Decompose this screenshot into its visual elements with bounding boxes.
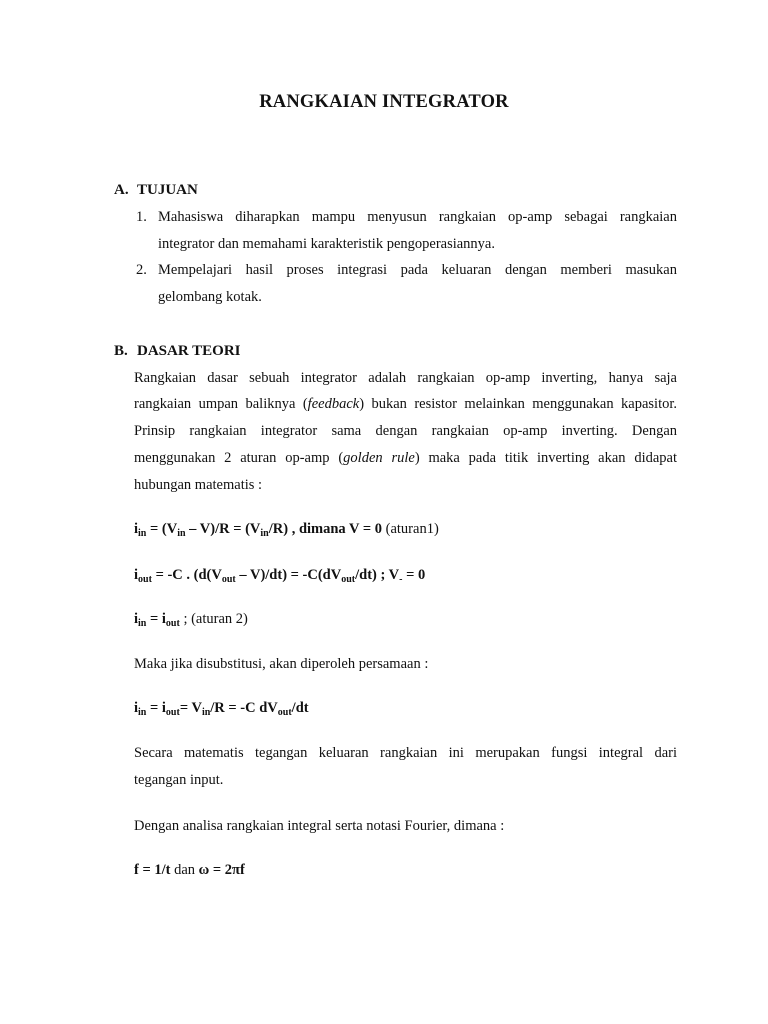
paragraph-line <box>134 450 677 467</box>
eq-text: – V)/dt) = -C(dV <box>235 567 342 583</box>
text-run: ) maka pada titik inverting akan didapat <box>414 450 678 466</box>
eq-text: = (V <box>146 521 178 537</box>
eq-text: /dt) ; V <box>355 567 400 583</box>
eq-note: (aturan1) <box>382 521 439 537</box>
eq-text: i <box>134 567 139 583</box>
equation-5 <box>134 862 245 879</box>
eq-subscript: out <box>138 574 152 585</box>
eq-subscript: out <box>165 618 180 629</box>
text-run: rangkaian umpan baliknya ( <box>134 396 308 412</box>
list-item-line: Mahasiswa diharapkan mampu menyusun rangkaian op-amp sebagai rangkaian <box>158 209 677 225</box>
eq-text: i <box>134 700 139 716</box>
eq-subscript: in <box>260 528 269 539</box>
eq-text: ω = 2πf <box>198 862 245 878</box>
eq-text: /R) , dimana V = 0 <box>268 521 383 537</box>
equation-2 <box>134 567 425 584</box>
eq-text: = 0 <box>402 567 426 583</box>
eq-text: = -C . (d(V <box>151 567 222 583</box>
eq-subscript: in <box>138 528 147 539</box>
list-item <box>136 262 677 314</box>
eq-text: f = 1/t <box>134 862 171 878</box>
eq-subscript: out <box>277 707 292 718</box>
paragraph-line <box>134 396 677 413</box>
paragraph-line: tegangan input. <box>134 772 224 788</box>
eq-subscript: out <box>341 574 356 585</box>
eq-subscript: out <box>221 574 236 585</box>
paragraph-line: Dengan analisa rangkaian integral serta notasi Fourier, dimana : <box>134 818 505 834</box>
paragraph-line: Maka jika disubstitusi, akan diperoleh persamaan : <box>134 656 429 672</box>
eq-text: = i <box>146 611 166 627</box>
equation-4 <box>134 700 309 717</box>
eq-subscript: in <box>138 618 147 629</box>
equation-3 <box>134 611 248 628</box>
eq-subscript: in <box>201 707 211 718</box>
paragraph-line: Secara matematis tegangan keluaran rangkaian ini merupakan fungsi integral dari <box>134 745 677 761</box>
eq-text: /dt <box>291 700 309 716</box>
equation-1 <box>134 521 439 538</box>
list-item-number: 1. <box>136 209 147 225</box>
text-run: ) bukan resistor melainkan menggunakan kapasitor. <box>359 396 677 412</box>
section-a-title: TUJUAN <box>137 182 198 198</box>
section-b-title: DASAR TEORI <box>137 343 241 359</box>
eq-text: /R = -C dV <box>210 700 278 716</box>
eq-text: i <box>134 521 139 537</box>
section-a-letter: A. <box>114 182 129 198</box>
list-item-line: gelombang kotak. <box>158 289 262 305</box>
paragraph-line: Rangkaian dasar sebuah integrator adalah rangkaian op-amp inverting, hanya saja <box>134 370 677 386</box>
eq-subscript: in <box>138 707 147 718</box>
list-item-line: Mempelajari hasil proses integrasi pada keluaran dengan memberi masukan <box>158 262 677 278</box>
eq-subscript: - <box>399 574 403 585</box>
eq-text: = i <box>146 700 166 716</box>
italic-term: golden rule <box>343 450 415 466</box>
paragraph-line: hubungan matematis : <box>134 477 263 493</box>
eq-note: dan <box>170 862 199 878</box>
text-run: menggunakan 2 aturan op-amp ( <box>134 450 344 466</box>
eq-subscript: out <box>165 707 180 718</box>
eq-note: ; (aturan 2) <box>179 611 248 627</box>
list-item <box>136 209 677 261</box>
list-item-line: integrator dan memahami karakteristik pengoperasiannya. <box>158 236 495 252</box>
eq-text: = V <box>179 700 202 716</box>
italic-term: feedback <box>307 396 360 412</box>
page-title: RANGKAIAN INTEGRATOR <box>259 92 509 112</box>
eq-subscript: in <box>177 528 186 539</box>
eq-text: – V)/R = (V <box>185 521 261 537</box>
eq-text: i <box>134 611 139 627</box>
list-item-number: 2. <box>136 262 147 278</box>
section-b-letter: B. <box>114 343 128 359</box>
paragraph-line: Prinsip rangkaian integrator sama dengan rangkaian op-amp inverting. Dengan <box>134 423 677 439</box>
